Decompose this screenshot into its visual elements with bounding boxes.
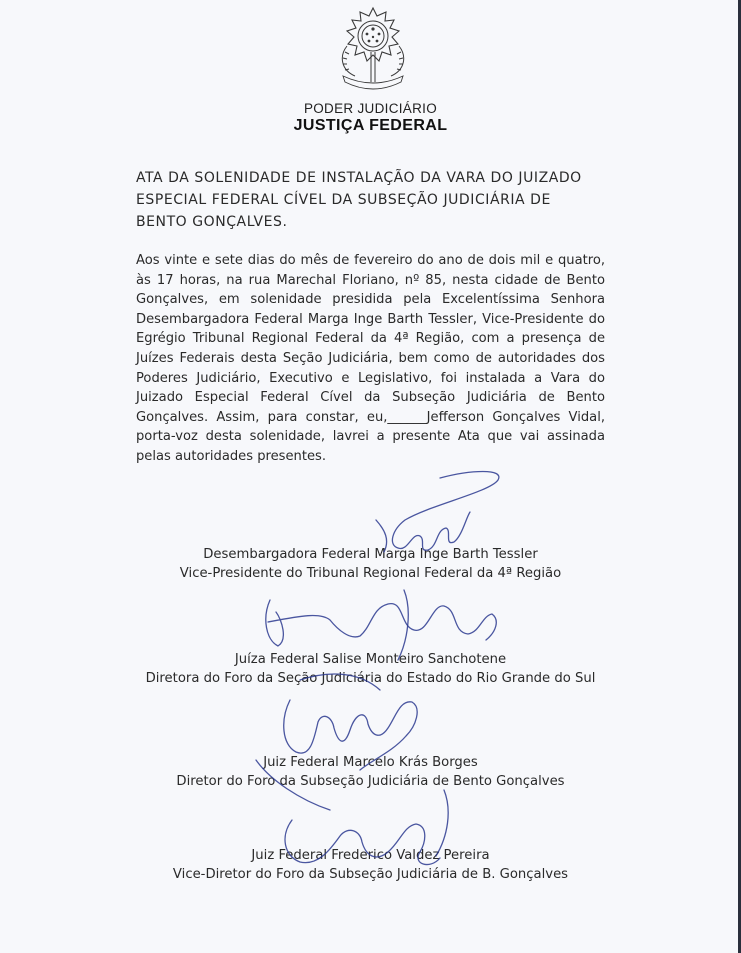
signatory-role: Vice-Diretor do Foro da Subseção Judiciária de B. Gonçalves — [172, 867, 569, 882]
signature-block-4 — [0, 846, 741, 884]
signatory-name: Juiz Federal Marcelo Krás Borges — [263, 755, 478, 770]
signatory-name: Desembargadora Federal Marga Inge Barth Tessler — [203, 547, 538, 562]
signatory-name: Juiz Federal Frederico Valdez Pereira — [251, 848, 490, 863]
brazil-coat-of-arms-icon — [333, 6, 413, 90]
header-justica-federal: JUSTIÇA FEDERAL — [293, 117, 448, 134]
signature-1 — [392, 472, 499, 551]
signatory-role: Vice-Presidente do Tribunal Regional Federal da 4ª Região — [179, 566, 562, 581]
signatory-role: Diretor do Foro da Subseção Judiciária de Bento Gonçalves — [176, 774, 565, 789]
signature-block-3 — [0, 753, 741, 791]
header-poder-judiciario: PODER JUDICIÁRIO — [303, 101, 438, 116]
signatory-role: Diretora do Foro da Seção Judiciária do Estado do Rio Grande do Sul — [145, 671, 596, 686]
signature-2 — [266, 600, 496, 646]
document-title: ATA DA SOLENIDADE DE INSTALAÇÃO DA VARA DO JUIZADO ESPECIAL FEDERAL CÍVEL DA SUBSEÇÃO JUDICIÁRIA DE BENTO GONÇALVES. — [136, 170, 582, 230]
signature-block-2 — [0, 650, 741, 688]
signatory-name: Juíza Federal Salise Monteiro Sanchotene — [234, 652, 507, 667]
document-body: Aos vinte e sete dias do mês de fevereiro do ano de dois mil e quatro, às 17 horas, na rua Marechal Floriano, nº 85, nesta cidade de Bento Gonçalves, em solenidade presidida pela Excelentíssima Senhora Desembargadora Federal Marga Inge Barth Tessler, Vice-Presidente do Egrégio Tribunal Regional Federal da 4ª Região, com a presença de Juízes Federais desta Seção Judiciária, bem como de autoridades dos Poderes Judiciário, Executivo e Legislativo, foi instalada a Vara do Juizado Especial Federal Cível da Subseção Judiciária de Bento Gonçalves. Assim, para constar, eu,______Jefferson Gonçalves Vidal, porta-voz desta solenidade, lavrei a presente Ata que vai assinada pelas autoridades presentes. — [136, 253, 605, 464]
signature-block-1 — [0, 545, 741, 583]
